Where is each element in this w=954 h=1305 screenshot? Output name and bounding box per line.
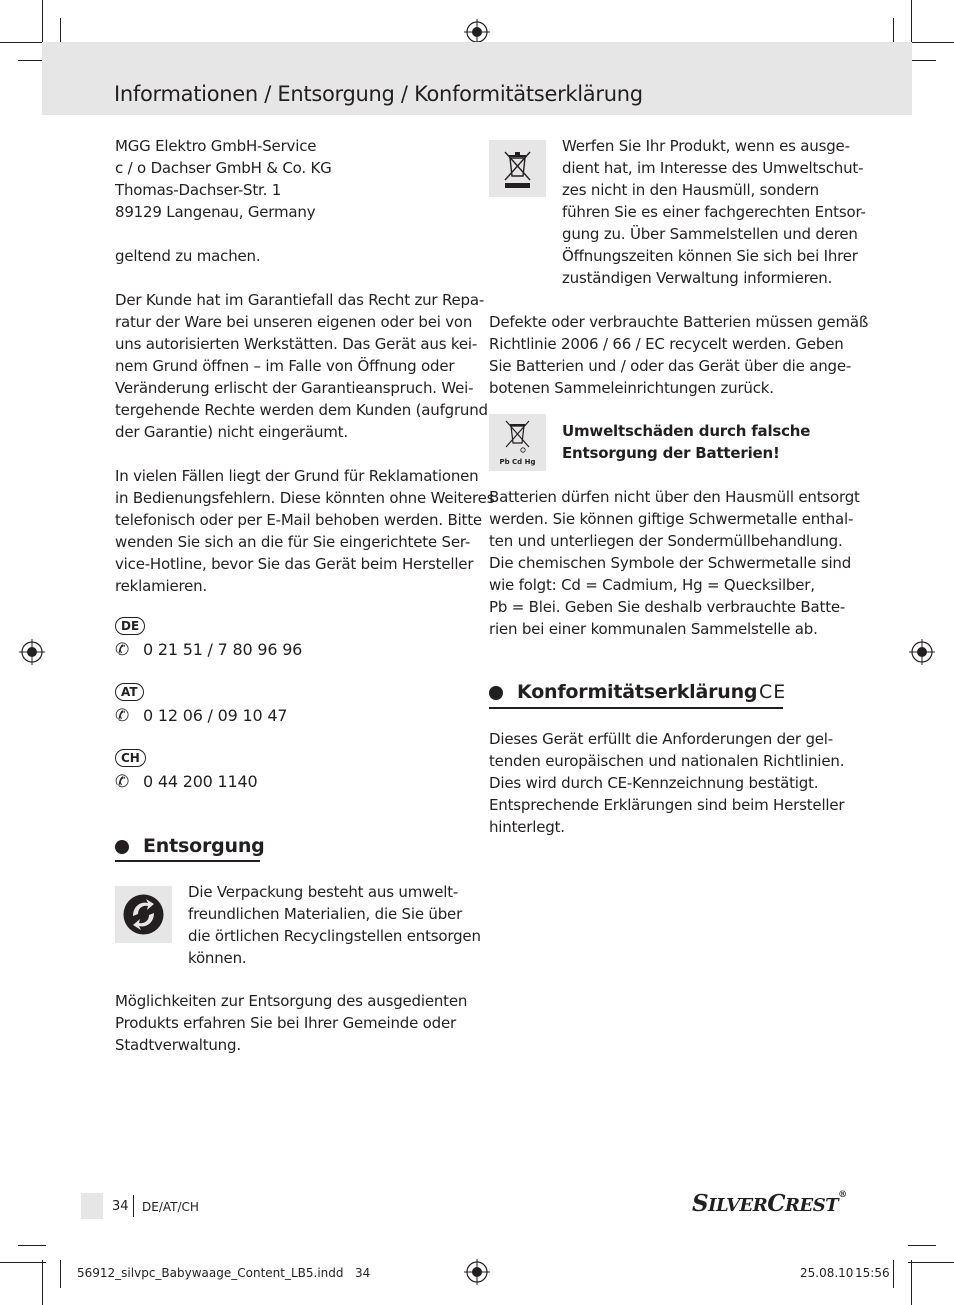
crop-mark xyxy=(908,1245,936,1246)
text-line: Defekte oder verbrauchte Batterien müssen gemäß xyxy=(489,313,869,331)
phone-icon: ✆ xyxy=(115,640,130,660)
crop-mark xyxy=(42,1260,43,1305)
text-line: Dies wird durch CE-Kennzeichnung bestätigt. xyxy=(489,774,819,792)
text-line: Die chemischen Symbole der Schwermetalle sind xyxy=(489,554,852,572)
text-line: Öffnungszeiten können Sie sich bei Ihrer xyxy=(562,247,858,265)
slug-time: 15:56 xyxy=(855,1266,890,1280)
heading-underline xyxy=(489,707,783,709)
battery-bin-icon xyxy=(489,414,546,471)
text-line: hinterlegt. xyxy=(489,818,565,836)
text-line: Werfen Sie Ihr Produkt, wenn es ausge- xyxy=(562,137,850,155)
phone-icon: ✆ xyxy=(115,772,130,792)
service-address xyxy=(115,135,332,223)
crop-mark xyxy=(911,1260,912,1305)
crop-mark xyxy=(0,42,46,43)
slug-file-info: 56912_silvpc_Babywaage_Content_LB5.indd 34 xyxy=(77,1266,371,1280)
crop-mark xyxy=(60,1260,61,1288)
registration-mark-icon xyxy=(19,639,45,665)
text-line: Pb = Blei. Geben Sie deshalb verbrauchte Batte- xyxy=(489,598,846,616)
text-line: reklamieren. xyxy=(115,577,208,595)
address-line: c / o Dachser GmbH & Co. KG xyxy=(115,159,332,177)
text-line: Entsorgung der Batterien! xyxy=(562,444,780,462)
text-line: tenden europäischen und nationalen Richtlinien. xyxy=(489,752,845,770)
text-line: zes nicht in den Hausmüll, sondern xyxy=(562,181,819,199)
text-line: Sie Batterien und / oder das Gerät über die ange- xyxy=(489,357,852,375)
text-line: ratur der Ware bei unseren eigenen oder bei von xyxy=(115,313,473,331)
text-line: können. xyxy=(188,949,247,967)
text-line: wie folgt: Cd = Cadmium, Hg = Quecksilber, xyxy=(489,576,815,594)
page-title: Informationen / Entsorgung / Konformitätserklärung xyxy=(114,82,643,106)
country-badge-de: DE xyxy=(115,617,145,635)
text-line: führen Sie es einer fachgerechten Entsor- xyxy=(562,203,866,221)
text-line: Richtlinie 2006 / 66 / EC recycelt werden. Geben xyxy=(489,335,844,353)
slug-date: 25.08.10 xyxy=(800,1266,854,1280)
battery-icon-label: Pb Cd Hg xyxy=(499,458,536,466)
phone-number-ch: 0 44 200 1140 xyxy=(143,772,258,791)
text-line: Umweltschäden durch falsche xyxy=(562,422,811,440)
address-line: Thomas-Dachser-Str. 1 xyxy=(115,181,282,199)
conformity-paragraph xyxy=(489,728,844,838)
disposal-paragraph xyxy=(115,990,467,1056)
crop-mark xyxy=(908,1262,954,1263)
text-line: In vielen Fällen liegt der Grund für Reklamationen xyxy=(115,467,479,485)
hotline-paragraph xyxy=(115,465,494,597)
crop-mark xyxy=(18,1245,46,1246)
text-line: rien bei einer kommunalen Sammelstelle ab. xyxy=(489,620,818,638)
phone-number-at: 0 12 06 / 09 10 47 xyxy=(143,706,288,725)
address-line: 89129 Langenau, Germany xyxy=(115,203,316,221)
text-line: Möglichkeiten zur Entsorgung des ausgedienten xyxy=(115,992,468,1010)
text-line: tergehende Rechte werden dem Kunden (aufgrund xyxy=(115,401,488,419)
silvercrest-logo: SILVERCREST® xyxy=(692,1190,847,1217)
text-line: Batterien dürfen nicht über den Hausmüll entsorgt xyxy=(489,488,860,506)
text-line: Entsprechende Erklärungen sind beim Hersteller xyxy=(489,796,845,814)
text-line: gung zu. Über Sammelstellen und deren xyxy=(562,225,858,243)
address-line: MGG Elektro GmbH-Service xyxy=(115,137,317,155)
text-line: Produkts erfahren Sie bei Ihrer Gemeinde oder xyxy=(115,1014,456,1032)
text-line: Veränderung erlischt der Garantieanspruch. Wei- xyxy=(115,379,474,397)
page-number: 34 xyxy=(112,1199,129,1214)
text-line: werden. Sie können giftige Schwermetalle enthal- xyxy=(489,510,854,528)
text-line: uns autorisierten Werkstätten. Das Gerät aus kei- xyxy=(115,335,478,353)
battery-warning xyxy=(562,420,810,464)
text-line: ten und unterliegen der Sondermüllbehandlung. xyxy=(489,532,843,550)
text-line: zuständigen Verwaltung informieren. xyxy=(562,269,833,287)
crop-mark xyxy=(893,1260,894,1288)
text-line: freundlichen Materialien, die Sie über xyxy=(188,905,463,923)
registration-mark-icon xyxy=(909,639,935,665)
text-line: nem Grund öffnen – im Falle von Öffnung oder xyxy=(115,357,455,375)
crossed-bin-icon xyxy=(489,140,546,197)
weee-paragraph xyxy=(562,135,866,289)
country-badge-ch: CH xyxy=(115,749,146,767)
crop-mark xyxy=(908,60,936,61)
footer-divider xyxy=(133,1195,134,1217)
text-line: Der Kunde hat im Garantiefall das Recht zur Repa- xyxy=(115,291,485,309)
text-line: telefonisch oder per E-Mail behoben werden. Bitte xyxy=(115,511,482,529)
text-line: botenen Sammeleinrichtungen zurück. xyxy=(489,379,774,397)
registration-mark-icon xyxy=(464,1259,490,1285)
country-badge-at: AT xyxy=(115,683,144,701)
text-line: Dieses Gerät erfüllt die Anforderungen der gel- xyxy=(489,730,833,748)
crop-mark xyxy=(42,0,43,46)
text-line: in Bedienungsfehlern. Diese könnten ohne Weiteres xyxy=(115,489,495,507)
heading-bullet-icon xyxy=(489,686,503,700)
text-line: vice-Hotline, bevor Sie das Gerät beim Hersteller xyxy=(115,555,474,573)
text-line: wenden Sie sich an die für Sie eingerichtete Ser- xyxy=(115,533,471,551)
crop-mark xyxy=(908,42,954,43)
entsorgung-heading: Entsorgung xyxy=(143,835,265,857)
text-line: dient hat, im Interesse des Umweltschut- xyxy=(562,159,864,177)
footer-tab xyxy=(81,1193,103,1219)
konformitaet-heading: Konformitätserklärung xyxy=(517,681,758,703)
phone-number-de: 0 21 51 / 7 80 96 96 xyxy=(143,640,303,659)
crop-mark xyxy=(911,0,912,46)
region-label: DE/AT/CH xyxy=(142,1200,199,1214)
text-line: die örtlichen Recyclingstellen entsorgen xyxy=(188,927,481,945)
ce-mark-icon: CE xyxy=(759,681,787,703)
crop-mark xyxy=(0,1262,46,1263)
battery-directive-paragraph xyxy=(489,311,868,399)
text-line: der Garantie) nicht eingeräumt. xyxy=(115,423,348,441)
text-line: Stadtverwaltung. xyxy=(115,1036,241,1054)
heading-bullet-icon xyxy=(115,840,129,854)
packaging-paragraph xyxy=(188,881,481,969)
heading-underline xyxy=(115,860,260,862)
text-line: Die Verpackung besteht aus umwelt- xyxy=(188,883,459,901)
warranty-rights-paragraph xyxy=(115,289,488,443)
phone-icon: ✆ xyxy=(115,706,130,726)
recycling-icon xyxy=(115,886,172,943)
heavy-metals-paragraph xyxy=(489,486,860,640)
geltend-text: geltend zu machen. xyxy=(115,247,261,265)
